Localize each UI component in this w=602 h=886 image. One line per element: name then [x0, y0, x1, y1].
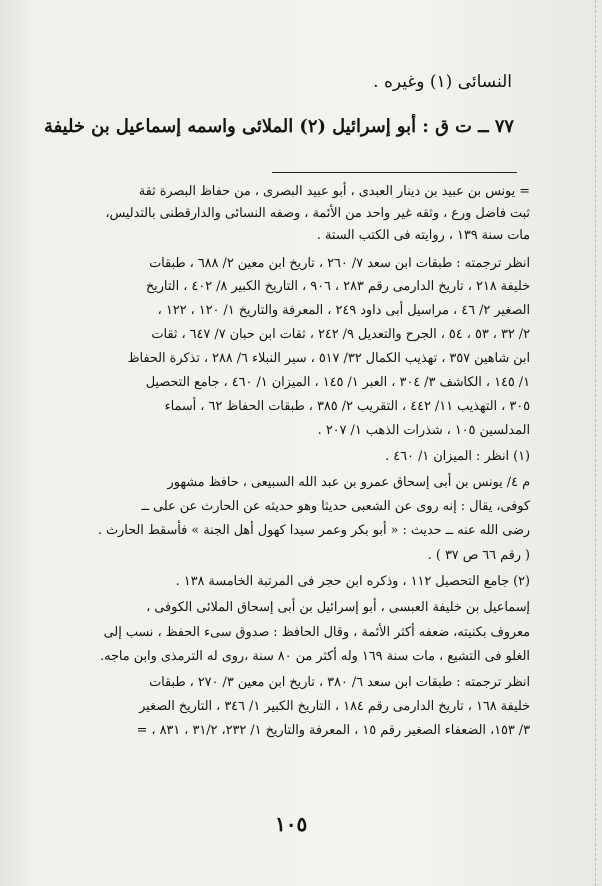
- footnote-line: انظر ترجمته : طبقات ابن سعد ٧/ ٢٦٠ ، تاريخ ابن معين ٢/ ٦٨٨ ، طبقات: [149, 256, 530, 271]
- footnote-line: الصغير ٢/ ٤٦ ، مراسيل أبى داود ٢٤٩ ، المعرفة والتاريخ ١/ ١٢٠ ، ١٢٢ ،: [157, 303, 530, 318]
- footnote-line: المدلسين ١٠٥ ، شذرات الذهب ١/ ٢٠٧ .: [317, 423, 530, 438]
- footnote-separator: [272, 172, 517, 173]
- footnote-line: كوفى، يقال : إنه روى عن الشعبى حديثا وهو حديثه عن الحارث عن على ــ: [141, 499, 530, 514]
- footnote-marker-1: (١) انظر : الميزان ١/ ٤٦٠ .: [385, 449, 530, 464]
- footnote-line: مات سنة ١٣٩ ، روايته فى الكتب الستة .: [316, 228, 530, 243]
- footnote-line: إسماعيل بن خليفة العبسى ، أبو إسرائيل بن أبى إسحاق الملائى الكوفى ،: [146, 600, 530, 615]
- page-number: ١٠٥: [275, 812, 308, 836]
- footnote-line: ١/ ١٤٥ ، الكاشف ٣/ ٣٠٤ ، العبر ١/ ١٤٥ ، الميزان ١/ ٤٦٠ ، جامع التحصيل: [145, 375, 530, 390]
- footnote-line: خليفة ١٦٨ ، تاريخ الدارمى رقم ١٨٤ ، التاريخ الكبير ١/ ٣٤٦ ، التاريخ الصغير: [139, 699, 530, 714]
- footnote-line: الغلو فى التشيع ، مات سنة ١٦٩ وله أكثر من ٨٠ سنة ،روى له الترمذى وابن ماجه.: [100, 649, 530, 664]
- page-edge: [594, 0, 596, 886]
- footnote-line: ٣/ ١٥٣، الضعفاء الصغير رقم ١٥ ، المعرفة والتاريخ ١/ ٢٣٢، ٣١/٢ ، ٨٣١ ، =: [136, 723, 530, 738]
- footnote-line: ( رقم ٦٦ ص ٣٧ ) .: [427, 548, 530, 563]
- footnote-line: ثبت فاضل ورع ، وثقه غير واحد من الأئمة ، وصفه النسائى والدارقطنى بالتدليس،: [105, 206, 530, 221]
- footnote-line: ابن شاهين ٣٥٧ ، تهذيب الكمال ٣٢/ ٥١٧ ، سير النبلاء ٦/ ٢٨٨ ، تذكرة الحفاظ: [127, 351, 530, 366]
- footnote-line: ٢/ ٣٢ ، ٥٣ ، ٥٤ ، الجرح والتعديل ٩/ ٢٤٢ ، ثقات ابن حبان ٧/ ٦٤٧ ، ثقات: [151, 327, 530, 342]
- footnote-line: ٣٠٥ ، التهذيب ١١/ ٤٤٢ ، التقريب ٢/ ٣٨٥ ، طبقات الحفاظ ٦٢ ، أسماء: [164, 399, 530, 414]
- footnote-line: معروف بكنيته، ضعفه أكثر الأئمة ، وقال الحافظ : صدوق سىء الحفظ ، نسب إلى: [103, 625, 530, 640]
- footnote-line: م ٤/ يونس بن أبى إسحاق عمرو بن عبد الله السبيعى ، حافظ مشهور: [167, 475, 530, 490]
- entry-heading: ٧٧ ــ ت ق : أبو إسرائيل (٢) الملائى واسمه إسماعيل بن خليفة: [44, 116, 514, 137]
- heading-continuation: النسائى (١) وغيره .: [373, 72, 512, 92]
- footnote-line: = يونس بن عبيد بن دينار العبدى ، أبو عبيد البصرى ، من حفاظ البصرة ثقة: [138, 184, 530, 199]
- footnote-line: رضى الله عنه ــ حديث : « أبو بكر وعمر سيدا كهول أهل الجنة » فأسقط الحارث .: [97, 523, 530, 538]
- footnote-line: انظر ترجمته : طبقات ابن سعد ٦/ ٣٨٠ ، تاريخ ابن معين ٣/ ٢٧٠ ، طبقات: [149, 675, 530, 690]
- footnote-marker-2: (٢) جامع التحصيل ١١٢ ، وذكره ابن حجر فى المرتبة الخامسة ١٣٨ .: [175, 574, 530, 589]
- footnote-line: خليفة ٢١٨ ، تاريخ الدارمى رقم ٢٨٣ ، ٩٠٦ ، التاريخ الكبير ٨/ ٤٠٢ ، التاريخ: [145, 279, 530, 294]
